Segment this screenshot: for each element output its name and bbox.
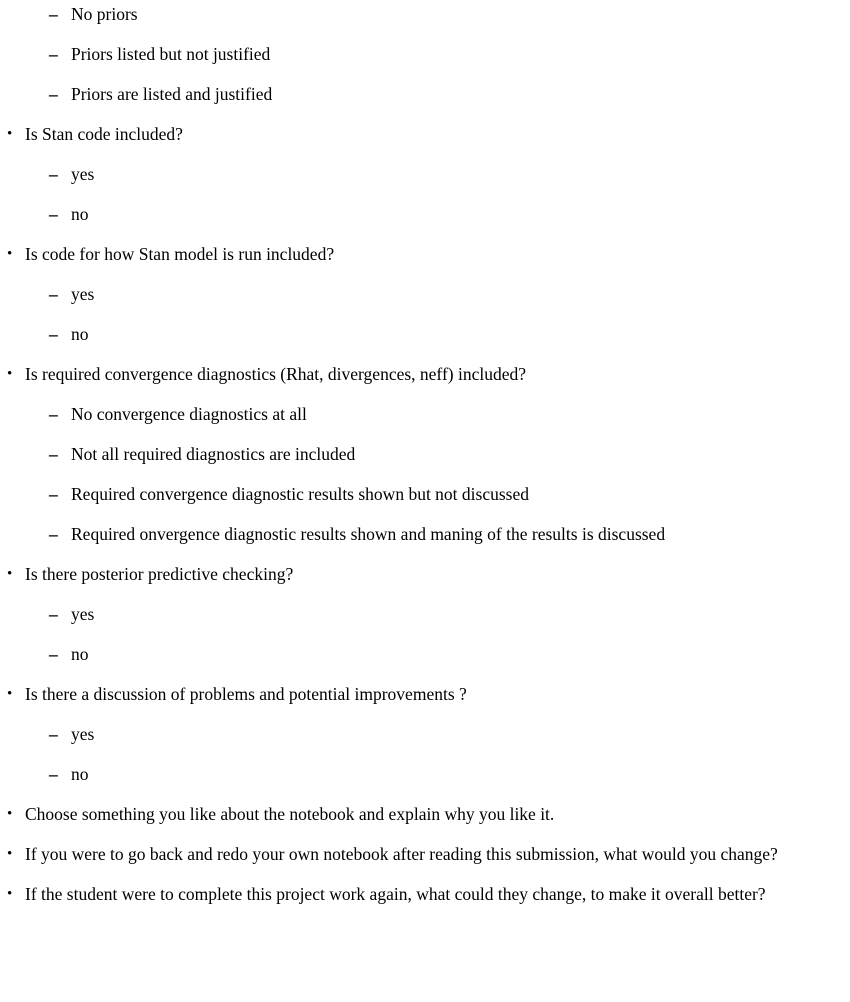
list-item-text: Priors are listed and justified <box>71 84 273 104</box>
list-item-text: Priors listed but not justified <box>71 44 271 64</box>
list-item-text: Is code for how Stan model is run included? <box>25 244 335 264</box>
sub-list-item <box>0 721 850 748</box>
sub-list-item <box>0 481 850 508</box>
sub-list-item <box>0 441 850 468</box>
dash-icon: – <box>49 84 58 104</box>
document-page <box>0 1 850 908</box>
list-item-text: no <box>71 324 89 344</box>
list-item-text: Is there a discussion of problems and potential improvements ? <box>25 684 467 704</box>
dash-icon: – <box>49 204 58 224</box>
bullet-icon: • <box>7 846 13 862</box>
sub-list-item <box>0 281 850 308</box>
dash-icon: – <box>49 484 58 504</box>
sub-list-item <box>0 761 850 788</box>
sub-list-item <box>0 401 850 428</box>
list-item-text: no <box>71 764 89 784</box>
list-item-text: Is there posterior predictive checking? <box>25 564 294 584</box>
list-item-text: yes <box>71 284 95 304</box>
sub-list-item <box>0 321 850 348</box>
dash-icon: – <box>49 4 58 24</box>
list-item-text: yes <box>71 604 95 624</box>
bullet-icon: • <box>7 886 13 902</box>
sub-list-item <box>0 601 850 628</box>
list-item-text: Required onvergence diagnostic results shown and maning of the results is discussed <box>71 524 666 544</box>
dash-icon: – <box>49 724 58 744</box>
list-item-text: yes <box>71 724 95 744</box>
dash-icon: – <box>49 164 58 184</box>
list-item-text: Is required convergence diagnostics (Rhat, divergences, neff) included? <box>25 364 526 384</box>
bullet-icon: • <box>7 686 13 702</box>
bullet-icon: • <box>7 566 13 582</box>
list-item <box>0 121 850 148</box>
list-item-text: Choose something you like about the notebook and explain why you like it. <box>25 804 555 824</box>
list-item-text: no <box>71 644 89 664</box>
list-item <box>0 881 850 908</box>
bullet-icon: • <box>7 246 13 262</box>
list-item-text: No priors <box>71 4 138 24</box>
sub-list-item <box>0 161 850 188</box>
dash-icon: – <box>49 764 58 784</box>
dash-icon: – <box>49 324 58 344</box>
list-item-text: If the student were to complete this project work again, what could they change, to make it overall better? <box>25 884 766 904</box>
dash-icon: – <box>49 44 58 64</box>
dash-icon: – <box>49 604 58 624</box>
sub-list-item <box>0 641 850 668</box>
sub-list-item <box>0 81 850 108</box>
list-item-text: If you were to go back and redo your own notebook after reading this submission, what would you change? <box>25 844 778 864</box>
bullet-icon: • <box>7 806 13 822</box>
dash-icon: – <box>49 404 58 424</box>
bullet-icon: • <box>7 126 13 142</box>
list-item <box>0 841 850 868</box>
list-item-text: Not all required diagnostics are included <box>71 444 356 464</box>
dash-icon: – <box>49 644 58 664</box>
sub-list-item <box>0 521 850 548</box>
list-item <box>0 561 850 588</box>
list-item <box>0 681 850 708</box>
list-item <box>0 801 850 828</box>
list-item-text: Is Stan code included? <box>25 124 183 144</box>
bullet-icon: • <box>7 366 13 382</box>
checklist <box>0 1 850 908</box>
list-item-text: yes <box>71 164 95 184</box>
dash-icon: – <box>49 284 58 304</box>
list-item <box>0 241 850 268</box>
list-item-text: no <box>71 204 89 224</box>
dash-icon: – <box>49 444 58 464</box>
sub-list-item <box>0 41 850 68</box>
sub-list-item <box>0 1 850 28</box>
dash-icon: – <box>49 524 58 544</box>
sub-list-item <box>0 201 850 228</box>
list-item <box>0 361 850 388</box>
list-item-text: Required convergence diagnostic results shown but not discussed <box>71 484 529 504</box>
list-item-text: No convergence diagnostics at all <box>71 404 307 424</box>
